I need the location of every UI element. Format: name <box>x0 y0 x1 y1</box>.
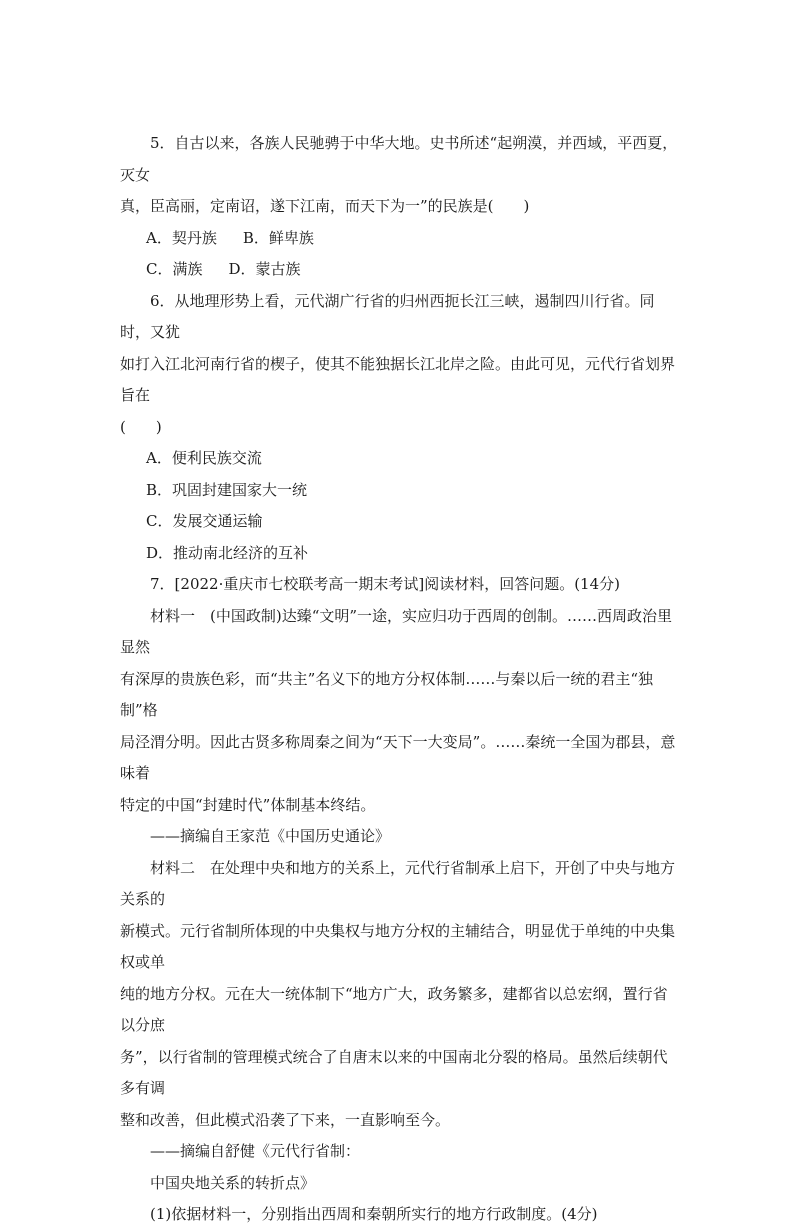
q7-material-1-source: ——摘编自王家范《中国历史通论》 <box>150 827 391 845</box>
q6-option-c[interactable]: C．发展交通运输 <box>146 512 263 530</box>
q5-options-row <box>120 254 680 286</box>
q7-material-2-line: 整和改善，但此模式沿袭了下来，一直影响至今。 <box>120 1110 451 1129</box>
q6-option-b[interactable]: B．巩固封建国家大一统 <box>146 480 308 499</box>
q7-material-2-line: 务”，以行省制的管理模式统合了自唐末以来的中国南北分裂的格局。虽然后续朝代多有调 <box>120 1047 668 1097</box>
q7-material-1-line: 局泾渭分明。因此古贤多称周秦之间为“天下一大变局”。……秦统一全国为郡县，意味着 <box>120 732 676 782</box>
q7-material-1-line: 特定的中国“封建时代”体制基本终结。 <box>120 795 376 814</box>
q5-option-b[interactable]: B．鲜卑族 <box>242 228 314 247</box>
q5-option-d[interactable]: D．蒙古族 <box>228 260 301 278</box>
q5-stem-line: 真，臣高丽，定南诏，遂下江南，而天下为一”的民族是( ) <box>120 197 530 215</box>
q7-material-2-line: 新模式。元行省制所体现的中央集权与地方分权的主辅结合，明显优于单纯的中央集权或单 <box>120 921 676 971</box>
q6-stem-line: ( ) <box>120 417 162 436</box>
q7-material-1-line: 材料一 (中国政制)达臻“文明”一途，实应归功于西周的创制。……西周政治里显然 <box>120 606 673 656</box>
q7-material-1-line: 有深厚的贵族色彩，而“共主”名义下的地方分权体制……与秦以后一统的君主“独制”格 <box>120 669 654 719</box>
q6-stem-line: 6．从地理形势上看，元代湖广行省的归州西扼长江三峡，遏制四川行省。同时，又犹 <box>120 291 655 341</box>
q6-stem-line: 如打入江北河南行省的楔子，使其不能独据长江北岸之险。由此可见，元代行省划界旨在 <box>120 354 676 404</box>
q5-option-c[interactable]: C．满族 <box>146 260 203 278</box>
q7-material-2-line: 材料二 在处理中央和地方的关系上，元代行省制承上启下，开创了中央与地方关系的 <box>120 858 676 908</box>
q5-option-a[interactable]: A．契丹族 <box>146 228 217 247</box>
q5-options-row <box>120 223 680 255</box>
q7-stem: 7．[2022·重庆市七校联考高一期末考试]阅读材料，回答问题。(14分) <box>150 575 620 593</box>
q7-sub-question-1: (1)依据材料一，分别指出西周和秦朝所实行的地方行政制度。(4分) <box>150 1205 598 1223</box>
question-content <box>120 128 680 1231</box>
q7-material-2-source: 中国央地关系的转折点》 <box>150 1173 316 1192</box>
q6-option-d[interactable]: D．推动南北经济的互补 <box>146 543 309 562</box>
q6-option-a[interactable]: A．便利民族交流 <box>146 449 262 467</box>
q7-material-2-source: ——摘编自舒健《元代行省制： <box>150 1142 361 1160</box>
q7-material-2-line: 纯的地方分权。元在大一统体制下“地方广大，政务繁多，建都省以总宏纲，置行省以分庶 <box>120 984 668 1034</box>
q5-stem-line: 5．自古以来，各族人民驰骋于中华大地。史书所述“起朔漠，并西域，平西夏，灭女 <box>120 134 678 184</box>
